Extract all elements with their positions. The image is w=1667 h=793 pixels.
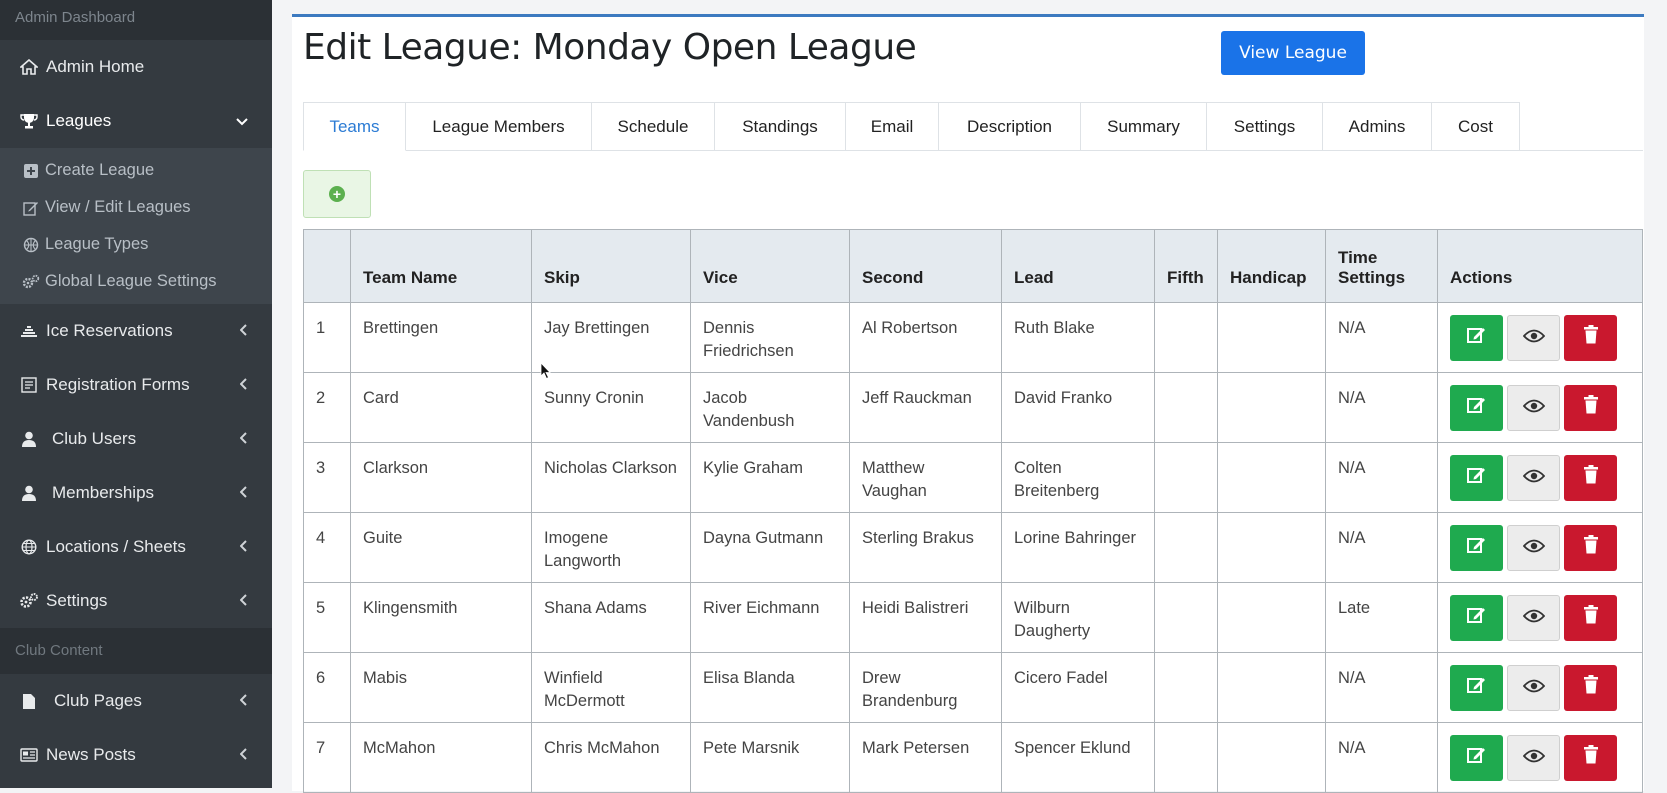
edit-button[interactable] [1450, 455, 1503, 501]
chevron-down-icon [236, 113, 248, 129]
edit-icon [1467, 466, 1487, 491]
cell-handicap [1218, 513, 1326, 583]
trash-icon [1583, 535, 1599, 561]
sidebar-item-label: Club Pages [54, 691, 142, 710]
view-button[interactable] [1507, 315, 1560, 361]
cell-second: Sterling Brakus [850, 513, 1002, 583]
cell-fifth [1155, 723, 1218, 793]
cell-vice: Jacob Vandenbush [691, 373, 850, 443]
cell-handicap [1218, 653, 1326, 723]
page-title: Edit League: Monday Open League [303, 27, 917, 68]
cell-fifth [1155, 583, 1218, 653]
sidebar-item-registration-forms[interactable] [0, 358, 272, 412]
sidebar-item-label: Memberships [52, 483, 155, 502]
globe-icon [18, 536, 40, 558]
view-button[interactable] [1507, 455, 1560, 501]
cell-actions [1438, 583, 1643, 653]
sidebar-item-news-posts[interactable] [0, 728, 272, 782]
chevron-left-icon [240, 747, 248, 763]
table-header-row [304, 230, 1643, 303]
delete-button[interactable] [1564, 315, 1617, 361]
sidebar-item-memberships[interactable] [0, 466, 272, 520]
cell-skip: Sunny Cronin [532, 373, 691, 443]
sidebar-subitem-global-league-settings[interactable] [0, 263, 272, 300]
tab-cost[interactable]: Cost [1431, 102, 1520, 150]
sidebar-item-settings[interactable] [0, 574, 272, 628]
tab-schedule[interactable]: Schedule [591, 102, 715, 150]
sidebar [0, 0, 272, 788]
cell-number: 4 [304, 513, 351, 583]
cell-skip: Jay Brettingen [532, 303, 691, 373]
tab-bar [303, 102, 1643, 151]
eye-icon [1523, 747, 1545, 770]
sidebar-item-leagues[interactable] [0, 94, 272, 148]
chevron-left-icon [240, 431, 248, 447]
home-icon [18, 56, 40, 78]
sidebar-item-club-users[interactable] [0, 412, 272, 466]
eye-icon [1523, 677, 1545, 700]
column-header-number [304, 230, 351, 303]
sidebar-item-club-pages[interactable] [0, 674, 272, 728]
delete-button[interactable] [1564, 385, 1617, 431]
sidebar-item-label: Club Users [52, 429, 137, 448]
cell-second: Heidi Balistreri [850, 583, 1002, 653]
cell-time-settings: N/A [1326, 303, 1438, 373]
cell-time-settings: N/A [1326, 513, 1438, 583]
chevron-left-icon [240, 539, 248, 555]
sidebar-item-label: Locations / Sheets [46, 537, 186, 556]
cell-fifth [1155, 513, 1218, 583]
plus-circle-icon: + [329, 186, 345, 202]
sidebar-subitem-league-types[interactable] [0, 226, 272, 263]
edit-icon [1467, 676, 1487, 701]
cell-second: Drew Brandenburg [850, 653, 1002, 723]
column-header-second: Second [850, 230, 1002, 303]
edit-button[interactable] [1450, 525, 1503, 571]
delete-button[interactable] [1564, 665, 1617, 711]
trash-icon [1583, 325, 1599, 351]
column-header-handicap: Handicap [1218, 230, 1326, 303]
sidebar-item-label: Registration Forms [46, 375, 190, 394]
edit-icon [1467, 746, 1487, 771]
cell-number: 3 [304, 443, 351, 513]
gears-icon [22, 273, 40, 291]
sidebar-item-locations-sheets[interactable] [0, 520, 272, 574]
sidebar-subitem-create-league[interactable] [0, 152, 272, 189]
edit-icon [1467, 606, 1487, 631]
row-actions [1450, 735, 1630, 781]
sidebar-header: Admin Dashboard [0, 0, 272, 40]
sidebar-item-label: Admin Home [46, 57, 145, 76]
cell-lead: Ruth Blake [1002, 303, 1155, 373]
chevron-left-icon [240, 485, 248, 501]
cell-fifth [1155, 303, 1218, 373]
cell-second: Al Robertson [850, 303, 1002, 373]
eye-icon [1523, 327, 1545, 350]
edit-button[interactable] [1450, 385, 1503, 431]
cell-vice: Elisa Blanda [691, 653, 850, 723]
table-row [304, 653, 1643, 723]
newspaper-icon [18, 744, 40, 766]
chevron-left-icon [240, 693, 248, 709]
cell-skip: Shana Adams [532, 583, 691, 653]
sidebar-item-label: Ice Reservations [46, 321, 173, 340]
column-header-team-name: Team Name [351, 230, 532, 303]
cell-actions [1438, 723, 1643, 793]
cell-number: 1 [304, 303, 351, 373]
cell-time-settings: N/A [1326, 443, 1438, 513]
basketball-icon [22, 236, 40, 254]
column-header-time-settings: Time Settings [1326, 230, 1438, 303]
row-actions [1450, 595, 1630, 641]
column-header-actions: Actions [1438, 230, 1643, 303]
edit-icon [22, 199, 40, 217]
view-league-button[interactable]: View League [1221, 31, 1365, 75]
column-header-fifth: Fifth [1155, 230, 1218, 303]
cell-handicap [1218, 583, 1326, 653]
cell-actions [1438, 443, 1643, 513]
row-actions [1450, 525, 1630, 571]
cell-team-name: Guite [351, 513, 532, 583]
cell-lead: Wilburn Daugherty [1002, 583, 1155, 653]
trash-icon [1583, 745, 1599, 771]
ice-icon [18, 320, 40, 342]
cell-team-name: Mabis [351, 653, 532, 723]
cell-second: Jeff Rauckman [850, 373, 1002, 443]
cell-time-settings: N/A [1326, 653, 1438, 723]
teams-table [303, 229, 1643, 793]
sidebar-item-label: Settings [46, 591, 108, 610]
chevron-left-icon [240, 323, 248, 339]
eye-icon [1523, 397, 1545, 420]
tab-league-members[interactable]: League Members [405, 102, 592, 150]
cell-skip: Imogene Langworth [532, 513, 691, 583]
gears-icon [18, 590, 40, 612]
row-actions [1450, 315, 1630, 361]
cell-team-name: Klingensmith [351, 583, 532, 653]
table-row [304, 303, 1643, 373]
sidebar-subitem-label: League Types [45, 235, 149, 253]
user-icon [18, 482, 40, 504]
edit-icon [1467, 536, 1487, 561]
tab-standings[interactable]: Standings [714, 102, 846, 150]
sidebar-subitem-label: Global League Settings [45, 272, 217, 290]
column-header-vice: Vice [691, 230, 850, 303]
cell-number: 7 [304, 723, 351, 793]
sidebar-item-admin-home[interactable] [0, 40, 272, 94]
sidebar-subitem-view-edit-leagues[interactable] [0, 189, 272, 226]
cell-number: 2 [304, 373, 351, 443]
row-actions [1450, 385, 1630, 431]
cell-second: Mark Petersen [850, 723, 1002, 793]
sidebar-subitem-label: Create League [45, 161, 155, 179]
table-row [304, 723, 1643, 793]
cell-handicap [1218, 723, 1326, 793]
edit-icon [1467, 326, 1487, 351]
table-row [304, 373, 1643, 443]
cell-time-settings: Late [1326, 583, 1438, 653]
column-header-lead: Lead [1002, 230, 1155, 303]
column-header-skip: Skip [532, 230, 691, 303]
eye-icon [1523, 607, 1545, 630]
eye-icon [1523, 467, 1545, 490]
cell-actions [1438, 373, 1643, 443]
cell-vice: Dennis Friedrichsen [691, 303, 850, 373]
cell-team-name: McMahon [351, 723, 532, 793]
main-content [292, 14, 1644, 791]
trash-icon [1583, 605, 1599, 631]
chevron-left-icon [240, 593, 248, 609]
tab-settings[interactable]: Settings [1206, 102, 1323, 150]
tab-description[interactable]: Description [938, 102, 1081, 150]
cell-handicap [1218, 443, 1326, 513]
trash-icon [1583, 395, 1599, 421]
view-button[interactable] [1507, 665, 1560, 711]
cell-time-settings: N/A [1326, 723, 1438, 793]
cell-vice: Dayna Gutmann [691, 513, 850, 583]
delete-button[interactable] [1564, 735, 1617, 781]
user-icon [18, 428, 40, 450]
view-button[interactable] [1507, 735, 1560, 781]
form-icon [18, 374, 40, 396]
view-button[interactable] [1507, 385, 1560, 431]
view-button[interactable] [1507, 525, 1560, 571]
cell-team-name: Brettingen [351, 303, 532, 373]
plus-square-icon [22, 162, 40, 180]
table-row [304, 513, 1643, 583]
mouse-cursor-icon [540, 362, 552, 385]
cell-skip: Chris McMahon [532, 723, 691, 793]
cell-lead: Lorine Bahringer [1002, 513, 1155, 583]
table-row [304, 443, 1643, 513]
cell-lead: David Franko [1002, 373, 1155, 443]
cell-actions [1438, 303, 1643, 373]
tab-admins[interactable]: Admins [1322, 102, 1432, 150]
tab-email[interactable]: Email [845, 102, 939, 150]
cell-skip: Winfield McDermott [532, 653, 691, 723]
delete-button[interactable] [1564, 455, 1617, 501]
cell-handicap [1218, 373, 1326, 443]
cell-fifth [1155, 653, 1218, 723]
sidebar-subitem-label: View / Edit Leagues [45, 198, 191, 216]
trash-icon [1583, 465, 1599, 491]
cell-second: Matthew Vaughan [850, 443, 1002, 513]
file-icon [18, 690, 40, 712]
tab-teams[interactable]: Teams [303, 102, 406, 151]
edit-icon [1467, 396, 1487, 421]
eye-icon [1523, 537, 1545, 560]
cell-fifth [1155, 373, 1218, 443]
view-button[interactable] [1507, 595, 1560, 641]
tab-summary[interactable]: Summary [1080, 102, 1207, 150]
cell-time-settings: N/A [1326, 373, 1438, 443]
sidebar-item-label: News Posts [46, 745, 136, 764]
cell-actions [1438, 653, 1643, 723]
cell-number: 6 [304, 653, 351, 723]
delete-button[interactable] [1564, 595, 1617, 641]
edit-button[interactable] [1450, 315, 1503, 361]
cell-team-name: Card [351, 373, 532, 443]
add-team-button[interactable] [303, 170, 371, 218]
sidebar-item-label: Leagues [46, 111, 112, 130]
cell-vice: River Eichmann [691, 583, 850, 653]
leagues-submenu [0, 148, 272, 304]
cell-actions [1438, 513, 1643, 583]
sidebar-item-ice-reservations[interactable] [0, 304, 272, 358]
table-row [304, 583, 1643, 653]
sidebar-section-club-content: Club Content [0, 628, 272, 674]
cell-lead: Colten Breitenberg [1002, 443, 1155, 513]
trash-icon [1583, 675, 1599, 701]
trophy-icon [18, 110, 40, 132]
row-actions [1450, 665, 1630, 711]
edit-button[interactable] [1450, 595, 1503, 641]
row-actions [1450, 455, 1630, 501]
cell-skip: Nicholas Clarkson [532, 443, 691, 513]
cell-lead: Cicero Fadel [1002, 653, 1155, 723]
edit-button[interactable] [1450, 735, 1503, 781]
cell-lead: Spencer Eklund [1002, 723, 1155, 793]
delete-button[interactable] [1564, 525, 1617, 571]
cell-vice: Pete Marsnik [691, 723, 850, 793]
cell-fifth [1155, 443, 1218, 513]
cell-vice: Kylie Graham [691, 443, 850, 513]
cell-number: 5 [304, 583, 351, 653]
cell-team-name: Clarkson [351, 443, 532, 513]
chevron-left-icon [240, 377, 248, 393]
cell-handicap [1218, 303, 1326, 373]
edit-button[interactable] [1450, 665, 1503, 711]
